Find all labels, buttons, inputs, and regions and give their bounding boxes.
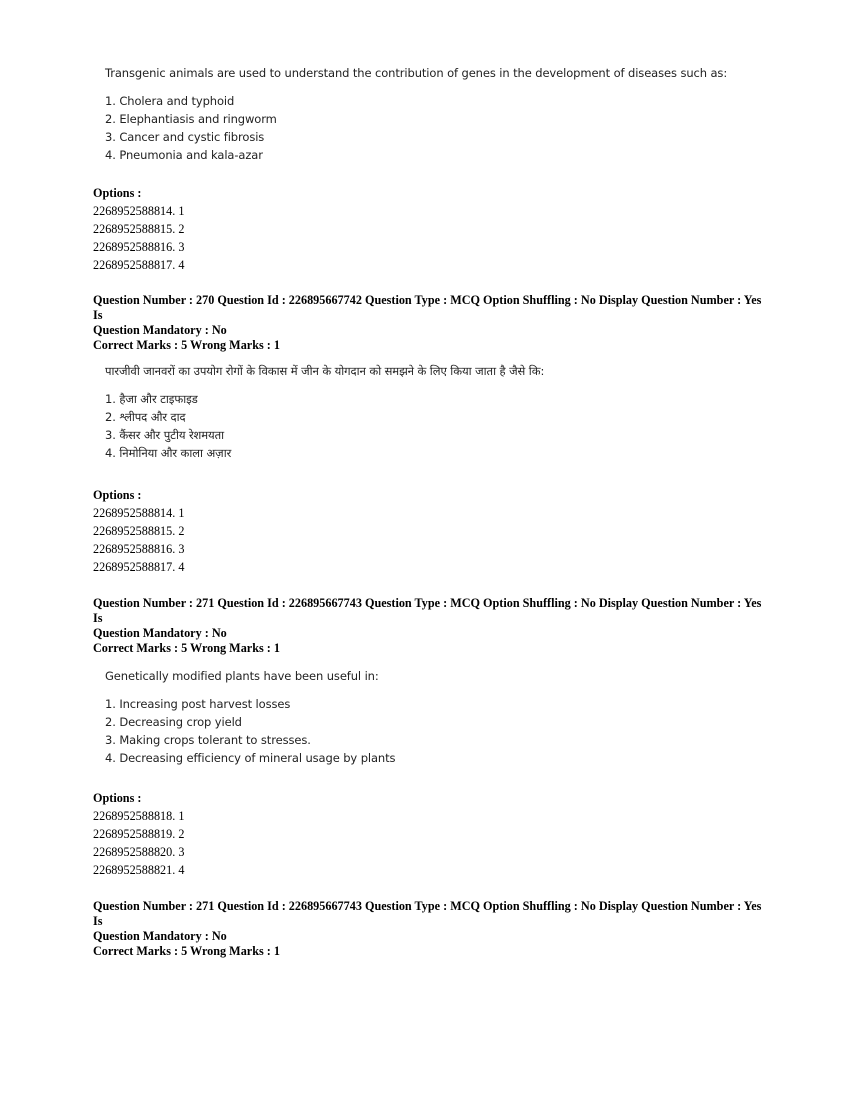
option-id-line: 2268952588821. 4	[93, 863, 185, 877]
option-id-line: 2268952588816. 3	[93, 542, 185, 556]
choice-item: 3. कैंसर और पुटीय रेशमयता	[105, 428, 225, 442]
options-heading: Options :	[93, 488, 142, 502]
choice-item: 1. हैजा और टाइफाइड	[105, 392, 198, 406]
question-meta-271	[93, 596, 773, 656]
meta-line: Correct Marks : 5 Wrong Marks : 1	[93, 641, 280, 655]
options-block	[93, 184, 773, 274]
option-id-line: 2268952588815. 2	[93, 222, 185, 236]
question-stem: Transgenic animals are used to understand the contribution of genes in the development of diseases such as:	[105, 66, 728, 80]
meta-line: Correct Marks : 5 Wrong Marks : 1	[93, 944, 280, 958]
meta-line: Question Number : 270 Question Id : 226895667742 Question Type : MCQ Option Shuffling : No Display Question Number : Yes Is	[93, 293, 762, 322]
options-heading: Options :	[93, 186, 142, 200]
meta-line: Question Mandatory : No	[93, 323, 227, 337]
question-stem: पारजीवी जानवरों का उपयोग रोगों के विकास में जीन के योगदान को समझने के लिए किया जाता है जैसे कि:	[105, 364, 545, 378]
choice-list	[105, 695, 765, 767]
question-meta-270	[93, 293, 773, 353]
option-id-line: 2268952588817. 4	[93, 560, 185, 574]
meta-line: Question Mandatory : No	[93, 626, 227, 640]
meta-line: Question Number : 271 Question Id : 226895667743 Question Type : MCQ Option Shuffling : No Display Question Number : Yes Is	[93, 596, 762, 625]
option-id-line: 2268952588814. 1	[93, 204, 185, 218]
choice-list	[105, 92, 765, 164]
option-id-line: 2268952588818. 1	[93, 809, 185, 823]
choice-item: 2. Decreasing crop yield	[105, 715, 242, 729]
choice-item: 1. Cholera and typhoid	[105, 94, 235, 108]
choice-item: 4. Decreasing efficiency of mineral usage by plants	[105, 751, 396, 765]
option-id-line: 2268952588819. 2	[93, 827, 185, 841]
choice-item: 2. श्लीपद और दाद	[105, 410, 186, 424]
meta-line: Question Number : 271 Question Id : 226895667743 Question Type : MCQ Option Shuffling : No Display Question Number : Yes Is	[93, 899, 762, 928]
choice-item: 3. Cancer and cystic fibrosis	[105, 130, 265, 144]
options-block	[93, 486, 773, 576]
meta-line: Correct Marks : 5 Wrong Marks : 1	[93, 338, 280, 352]
choice-item: 1. Increasing post harvest losses	[105, 697, 291, 711]
option-id-line: 2268952588817. 4	[93, 258, 185, 272]
options-heading: Options :	[93, 791, 142, 805]
option-id-line: 2268952588814. 1	[93, 506, 185, 520]
meta-line: Question Mandatory : No	[93, 929, 227, 943]
option-id-line: 2268952588820. 3	[93, 845, 185, 859]
question-text-hindi	[105, 364, 765, 462]
choice-item: 3. Making crops tolerant to stresses.	[105, 733, 311, 747]
choice-item: 4. Pneumonia and kala-azar	[105, 148, 263, 162]
option-id-line: 2268952588815. 2	[93, 524, 185, 538]
choice-item: 2. Elephantiasis and ringworm	[105, 112, 277, 126]
question-meta-271-repeat	[93, 899, 773, 959]
options-block	[93, 789, 773, 879]
question-text-english-gm-plants	[105, 669, 765, 767]
question-stem: Genetically modified plants have been useful in:	[105, 669, 379, 683]
question-text-english-transgenic	[105, 66, 765, 164]
option-id-line: 2268952588816. 3	[93, 240, 185, 254]
choice-item: 4. निमोनिया और काला अज़ार	[105, 446, 232, 460]
choice-list	[105, 390, 765, 462]
